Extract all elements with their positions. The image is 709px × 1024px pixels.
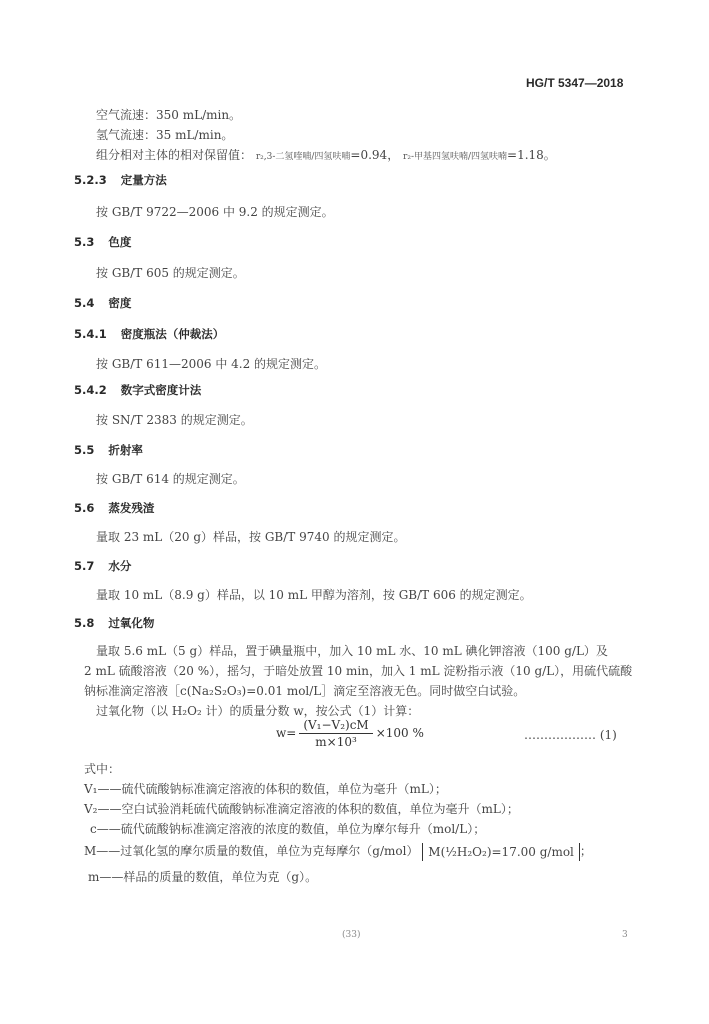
relative-retention-line bbox=[96, 146, 556, 163]
rrt-r1-subscript: r₂,3-二氢喹喃/四氢呋喃 bbox=[255, 152, 351, 162]
peroxide-paragraph-line: 过氧化物（以 H₂O₂ 计）的质量分数 w，按公式（1）计算： bbox=[96, 704, 420, 718]
peroxide-paragraph-line: 量取 5.6 mL（5 g）样品，置于碘量瓶中，加入 10 mL 水、10 mL 碘化钾溶液（100 g/L）及 bbox=[96, 644, 608, 658]
formula-lhs: w= bbox=[276, 726, 297, 740]
where-label: 式中： bbox=[84, 762, 121, 776]
section-heading bbox=[74, 382, 201, 398]
section-heading bbox=[74, 500, 154, 516]
rrt-prefix: 组分相对主体的相对保留值： bbox=[96, 148, 253, 162]
section-body: 按 GB/T 605 的规定测定。 bbox=[96, 266, 245, 280]
section-number: 5.4.2 bbox=[74, 383, 107, 397]
section-heading bbox=[74, 615, 154, 631]
air-flow-line: 空气流速：350 mL/min。 bbox=[96, 108, 242, 122]
section-body: 按 SN/T 2383 的规定测定。 bbox=[96, 413, 253, 427]
section-heading bbox=[74, 172, 167, 188]
definition-line bbox=[84, 800, 519, 817]
section-number: 5.4.1 bbox=[74, 327, 107, 341]
peroxide-paragraph-line: 钠标准滴定溶液［c(Na₂S₂O₃)=0.01 mol/L］滴定至溶液无色。同时做空白试验。 bbox=[84, 684, 526, 698]
section-number: 5.8 bbox=[74, 616, 95, 630]
definition-symbol: c bbox=[90, 822, 97, 836]
section-body: 量取 23 mL（20 g）样品，按 GB/T 9740 的规定测定。 bbox=[96, 530, 406, 544]
section-heading bbox=[74, 326, 224, 342]
section-heading bbox=[74, 442, 143, 458]
standard-code: HG/T 5347—2018 bbox=[526, 76, 624, 90]
definition-line bbox=[90, 820, 485, 837]
section-title: 水分 bbox=[108, 559, 132, 573]
definition-line bbox=[84, 842, 592, 861]
page-number: 3 bbox=[622, 930, 628, 940]
section-body: 按 GB/T 614 的规定测定。 bbox=[96, 472, 245, 486]
rrt-r2-subscript: r₂-甲基四氢呋喃/四氢呋喃 bbox=[403, 152, 508, 162]
section-title: 定量方法 bbox=[120, 173, 167, 187]
section-title: 色度 bbox=[108, 235, 132, 249]
section-body: 量取 10 mL（8.9 g）样品，以 10 mL 甲醇为溶剂，按 GB/T 606 的规定测定。 bbox=[96, 588, 532, 602]
hydrogen-flow-line: 氢气流速：35 mL/min。 bbox=[96, 128, 234, 142]
formula-tail: ×100 % bbox=[375, 726, 424, 740]
formula-numerator: (V₁−V₂)cM bbox=[299, 718, 372, 734]
section-title: 密度瓶法（仲裁法） bbox=[120, 327, 225, 341]
section-number: 5.6 bbox=[74, 501, 95, 515]
section-title: 过氧化物 bbox=[108, 616, 155, 630]
section-number: 5.5 bbox=[74, 443, 95, 457]
section-heading bbox=[74, 234, 131, 250]
definition-symbol: V₂ bbox=[84, 802, 98, 816]
definition-line bbox=[84, 780, 447, 797]
section-body: 按 GB/T 611—2006 中 4.2 的规定测定。 bbox=[96, 357, 327, 371]
definition-text: ——空白试验消耗硫代硫酸钠标准滴定溶液的体积的数值，单位为毫升（mL）； bbox=[97, 802, 519, 816]
rrt-r1-value: =0.94， bbox=[350, 148, 400, 162]
definition-text: ——过氧化氢的摩尔质量的数值，单位为克每摩尔（g/mol） bbox=[96, 844, 419, 858]
section-number: 5.7 bbox=[74, 559, 95, 573]
definition-symbol: m bbox=[88, 870, 100, 884]
molar-mass-bracket: M(½H₂O₂)=17.00 g/mol bbox=[422, 843, 580, 861]
definition-symbol: M bbox=[84, 844, 97, 858]
formula-number: ……………… (1) bbox=[524, 728, 617, 742]
definition-text: ——样品的质量的数值，单位为克（g）。 bbox=[99, 870, 318, 884]
section-title: 折射率 bbox=[108, 443, 143, 457]
rrt-r2-value: =1.18。 bbox=[507, 148, 556, 162]
section-number: 5.4 bbox=[74, 296, 95, 310]
formula-fraction bbox=[299, 718, 372, 749]
definition-text: ——硫代硫酸钠标准滴定溶液的体积的数值，单位为毫升（mL）； bbox=[97, 782, 447, 796]
section-title: 密度 bbox=[108, 296, 132, 310]
formula-1 bbox=[276, 718, 424, 749]
section-title: 蒸发残渣 bbox=[108, 501, 155, 515]
section-heading bbox=[74, 295, 131, 311]
section-number: 5.3 bbox=[74, 235, 95, 249]
footer-center-number: (33) bbox=[342, 930, 361, 940]
section-heading bbox=[74, 558, 131, 574]
molar-mass-tail: ； bbox=[579, 844, 592, 858]
section-body: 按 GB/T 9722—2006 中 9.2 的规定测定。 bbox=[96, 205, 334, 219]
definition-symbol: V₁ bbox=[84, 782, 98, 796]
peroxide-paragraph-line: 2 mL 硫酸溶液（20 %），摇匀，于暗处放置 10 min，加入 1 mL 淀粉指示液（10 g/L），用硫代硫酸 bbox=[84, 664, 633, 678]
formula-denominator: m×10³ bbox=[315, 735, 357, 749]
definition-line bbox=[88, 868, 317, 885]
section-title: 数字式密度计法 bbox=[120, 383, 202, 397]
section-number: 5.2.3 bbox=[74, 173, 107, 187]
definition-text: ——硫代硫酸钠标准滴定溶液的浓度的数值，单位为摩尔每升（mol/L）； bbox=[96, 822, 486, 836]
